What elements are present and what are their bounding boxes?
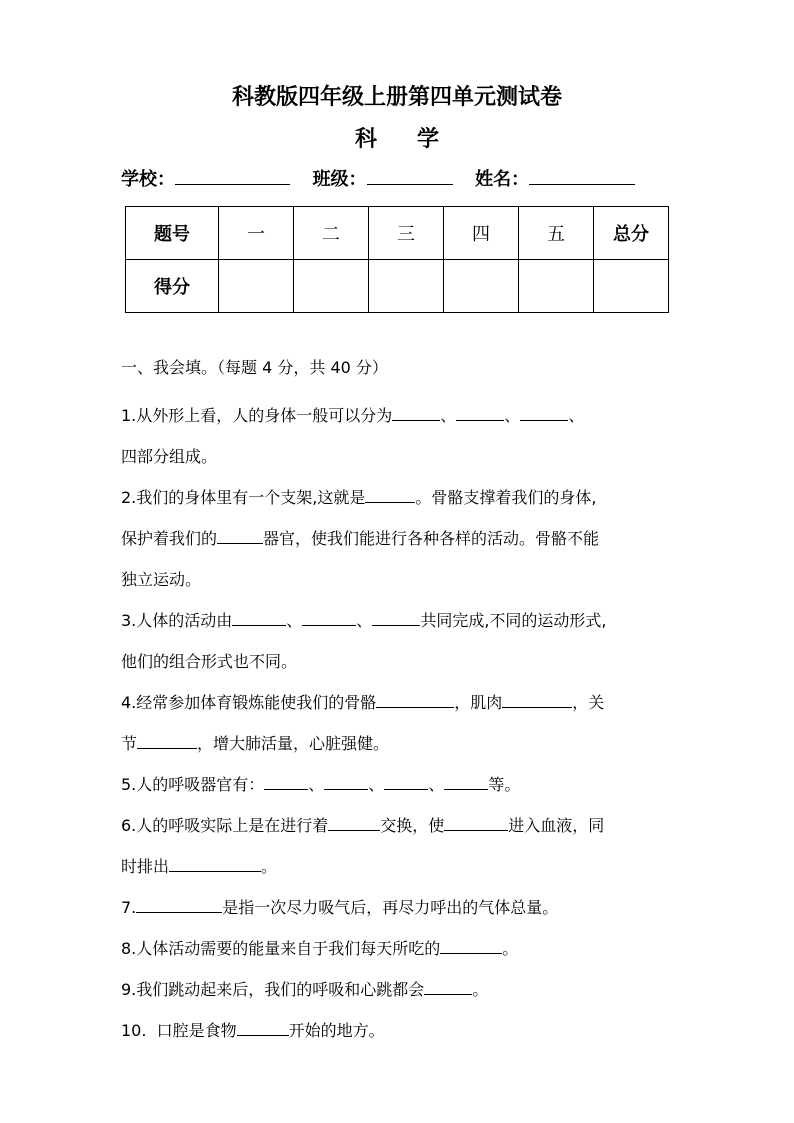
school-label: 学校： [121, 169, 175, 190]
question-text: 保护着我们的 [121, 529, 218, 548]
question-text: 他们的组合形式也不同。 [121, 652, 298, 671]
question-5 [121, 764, 676, 805]
question-text: 2.我们的身体里有一个支架,这就是 [121, 488, 366, 507]
subject-char-1: 科 [354, 126, 377, 152]
question-text: 节 [121, 734, 138, 753]
answer-blank[interactable] [440, 936, 502, 954]
question-4 [121, 682, 676, 764]
question-8 [121, 928, 676, 969]
name-blank[interactable] [529, 166, 635, 185]
name-label: 姓名： [475, 169, 530, 190]
question-2 [121, 477, 676, 600]
score-table-score-row [126, 260, 669, 313]
answer-blank[interactable] [520, 403, 568, 421]
answer-blank[interactable] [365, 485, 415, 503]
question-text: 交换，使 [380, 816, 445, 835]
question-text: 5.人的呼吸器官有： [121, 775, 265, 794]
score-cell-header: 四 [444, 207, 519, 260]
subject-char-2: 学 [417, 126, 440, 152]
score-cell-empty[interactable] [444, 260, 519, 313]
score-row-label: 得分 [126, 260, 219, 313]
score-cell-header: 一 [219, 207, 294, 260]
question-7 [121, 887, 676, 928]
answer-blank[interactable] [384, 772, 428, 790]
score-cell-empty[interactable] [219, 260, 294, 313]
question-text: 、 [504, 406, 521, 425]
score-cell-empty[interactable] [519, 260, 594, 313]
answer-blank[interactable] [328, 813, 380, 831]
question-text: 、 [286, 611, 303, 630]
answer-blank[interactable] [136, 895, 222, 913]
answer-blank[interactable] [444, 772, 488, 790]
answer-blank[interactable] [376, 690, 454, 708]
score-cell-header: 总分 [594, 207, 669, 260]
section-heading: 一、我会填。（每题 4 分，共 40 分） [121, 358, 388, 377]
answer-blank[interactable] [372, 608, 420, 626]
exam-title: 科教版四年级上册第四单元测试卷 [231, 84, 562, 110]
question-10 [121, 1010, 676, 1051]
score-table-header-row [126, 207, 669, 260]
question-text: 开始的地方。 [288, 1021, 385, 1040]
question-3 [121, 600, 676, 682]
score-table [125, 206, 669, 313]
score-cell-header: 二 [294, 207, 369, 260]
answer-blank[interactable] [456, 403, 504, 421]
answer-blank[interactable] [424, 977, 472, 995]
score-cell-header: 五 [519, 207, 594, 260]
answer-blank[interactable] [392, 403, 440, 421]
question-text: ，肌肉 [454, 693, 503, 712]
question-text: 四部分组成。 [121, 447, 218, 466]
question-text: 9.我们跳动起来后，我们的呼吸和心跳都会 [121, 980, 425, 999]
question-text: ，关 [572, 693, 605, 712]
student-info-line [121, 166, 681, 194]
score-cell-header: 三 [369, 207, 444, 260]
answer-blank[interactable] [302, 608, 356, 626]
question-text: 7. [121, 898, 137, 917]
question-text: 、 [368, 775, 385, 794]
question-text: 6.人的呼吸实际上是在进行着 [121, 816, 329, 835]
school-blank[interactable] [175, 166, 290, 185]
question-text: 。 [502, 939, 519, 958]
question-text: 是指一次尽力吸气后，再尽力呼出的气体总量。 [222, 898, 559, 917]
question-text: 、 [356, 611, 373, 630]
score-cell-header: 题号 [126, 207, 219, 260]
question-text: 、 [308, 775, 325, 794]
question-text: 、 [440, 406, 457, 425]
question-text: 8.人体活动需要的能量来自于我们每天所吃的 [121, 939, 441, 958]
score-cell-empty[interactable] [369, 260, 444, 313]
score-cell-empty[interactable] [594, 260, 669, 313]
answer-blank[interactable] [444, 813, 508, 831]
question-text: 、 [428, 775, 445, 794]
subject-heading [0, 124, 794, 154]
question-text: 独立运动。 [121, 570, 202, 589]
answer-blank[interactable] [137, 731, 197, 749]
answer-blank[interactable] [324, 772, 368, 790]
question-text: 、 [568, 406, 585, 425]
question-text: 。骨骼支撑着我们的身体, [415, 488, 597, 507]
class-label: 班级： [312, 169, 367, 190]
question-text: 进入血液，同 [508, 816, 605, 835]
answer-blank[interactable] [264, 772, 308, 790]
question-text: 1.从外形上看，人的身体一般可以分为 [121, 406, 393, 425]
question-text: 器官，使我们能进行各种各样的活动。骨骼不能 [263, 529, 600, 548]
question-text: 。 [261, 857, 278, 876]
question-text: 。 [472, 980, 489, 999]
question-text: ，增大肺活量，心脏强健。 [197, 734, 390, 753]
question-text: 时排出 [121, 857, 170, 876]
question-text: 4.经常参加体育锻炼能使我们的骨骼 [121, 693, 377, 712]
class-blank[interactable] [367, 166, 453, 185]
answer-blank[interactable] [232, 608, 286, 626]
question-text: 共同完成,不同的运动形式, [420, 611, 607, 630]
answer-blank[interactable] [169, 854, 261, 872]
answer-blank[interactable] [237, 1018, 289, 1036]
question-6 [121, 805, 676, 887]
question-text: 等。 [488, 775, 521, 794]
answer-blank[interactable] [217, 526, 263, 544]
score-cell-empty[interactable] [294, 260, 369, 313]
answer-blank[interactable] [502, 690, 572, 708]
question-text: 3.人体的活动由 [121, 611, 233, 630]
question-9 [121, 969, 676, 1010]
question-text: 10. 口腔是食物 [121, 1021, 237, 1040]
question-1 [121, 395, 676, 477]
